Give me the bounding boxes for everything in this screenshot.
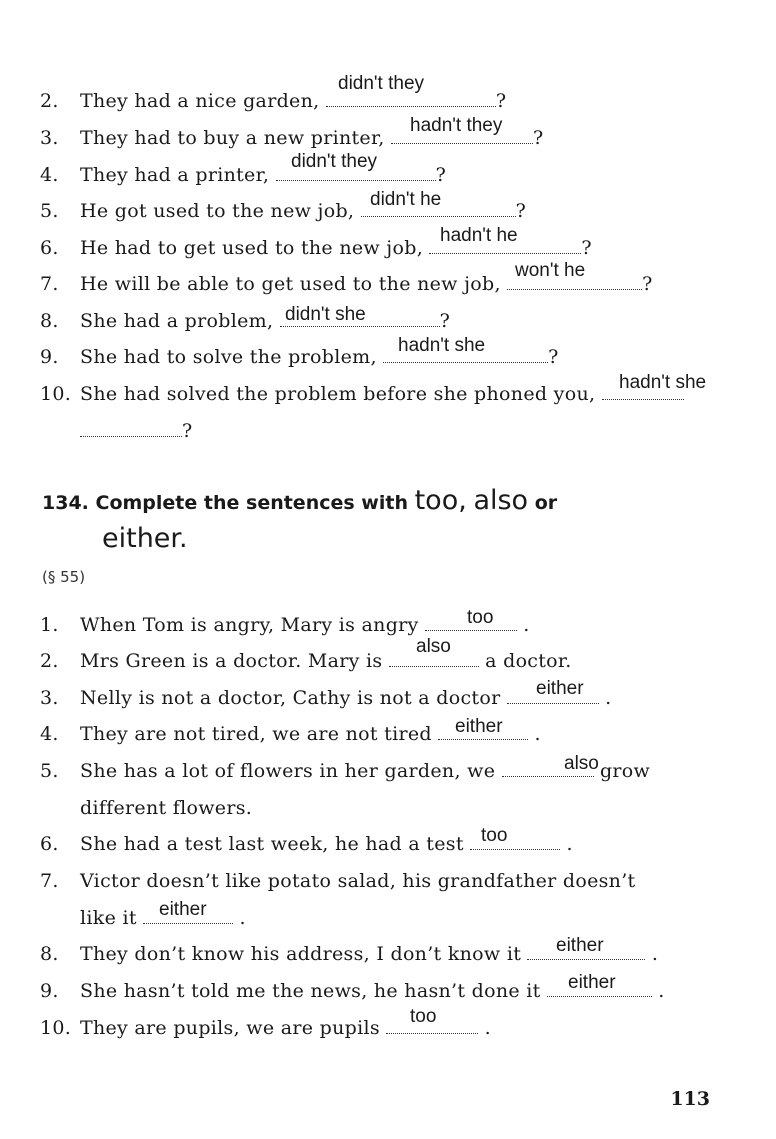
sentence-10: 10. They are pupils, we are pupils . — [40, 1017, 491, 1039]
sentence-6: 6. She had a test last week, he had a test . — [40, 833, 573, 855]
answer-handwritten: either — [568, 972, 616, 993]
sentence-5: 5. She has a lot of flowers in her garden, we grow — [40, 760, 651, 782]
sentence-8: 8. They don’t know his address, I don’t know it . — [40, 943, 659, 965]
sentence-3: 3. They had to buy a new printer, ? — [40, 127, 544, 149]
sentence-7-continued: like it . — [80, 907, 246, 929]
sentence-10: 10. She had solved the problem before she phoned you, — [40, 383, 736, 405]
sentence-9: 9. She hasn’t told me the news, he hasn’t done it . — [40, 980, 665, 1002]
sentence-9: 9. She had to solve the problem, ? — [40, 346, 559, 368]
sentence-8: 8. She had a problem, ? — [40, 310, 451, 332]
answer-handwritten: either — [556, 935, 604, 956]
exercise-heading-either: either. — [102, 523, 188, 554]
sentence-1: 1. When Tom is angry, Mary is angry . — [40, 614, 530, 636]
sentence-2: 2. They had a nice garden, ? — [40, 90, 507, 112]
answer-blank[interactable] — [80, 420, 182, 437]
sentence-4: 4. They are not tired, we are not tired . — [40, 723, 541, 745]
answer-handwritten: hadn't she — [619, 372, 707, 393]
sentence-7: 7. Victor doesn’t like potato salad, his grandfather doesn’t — [40, 870, 636, 892]
answer-handwritten: hadn't he — [440, 225, 518, 246]
answer-handwritten: also — [564, 753, 599, 774]
answer-handwritten: too — [467, 607, 494, 628]
page-number: 113 — [670, 1088, 710, 1110]
answer-handwritten: won't he — [515, 260, 586, 281]
answer-handwritten: too — [410, 1006, 437, 1027]
answer-handwritten: either — [455, 716, 503, 737]
sentence-10-continued: ? — [40, 420, 736, 442]
sentence-4: 4. They had a printer, ? — [40, 164, 447, 186]
sentence-6: 6. He had to get used to the new job, ? — [40, 237, 592, 259]
answer-handwritten: also — [416, 636, 451, 657]
answer-handwritten: didn't she — [285, 304, 366, 325]
answer-handwritten: hadn't she — [398, 335, 486, 356]
answer-handwritten: didn't they — [338, 73, 425, 94]
sentence-2: 2. Mrs Green is a doctor. Mary is a doctor. — [40, 650, 572, 672]
answer-handwritten: too — [481, 825, 508, 846]
answer-handwritten: didn't he — [370, 189, 442, 210]
sentence-5: 5. He got used to the new job, ? — [40, 200, 527, 222]
sentence-3: 3. Nelly is not a doctor, Cathy is not a doctor . — [40, 687, 612, 709]
answer-handwritten: either — [159, 899, 207, 920]
sentence-7: 7. He will be able to get used to the new job, ? — [40, 273, 653, 295]
exercise-heading: 134. Complete the sentences with too, also or — [42, 485, 558, 516]
answer-handwritten: didn't they — [291, 151, 378, 172]
sentence-5-continued: different flowers. — [80, 797, 253, 819]
grammar-reference: (§ 55) — [42, 568, 86, 586]
answer-handwritten: either — [536, 678, 584, 699]
answer-handwritten: hadn't they — [410, 115, 503, 136]
